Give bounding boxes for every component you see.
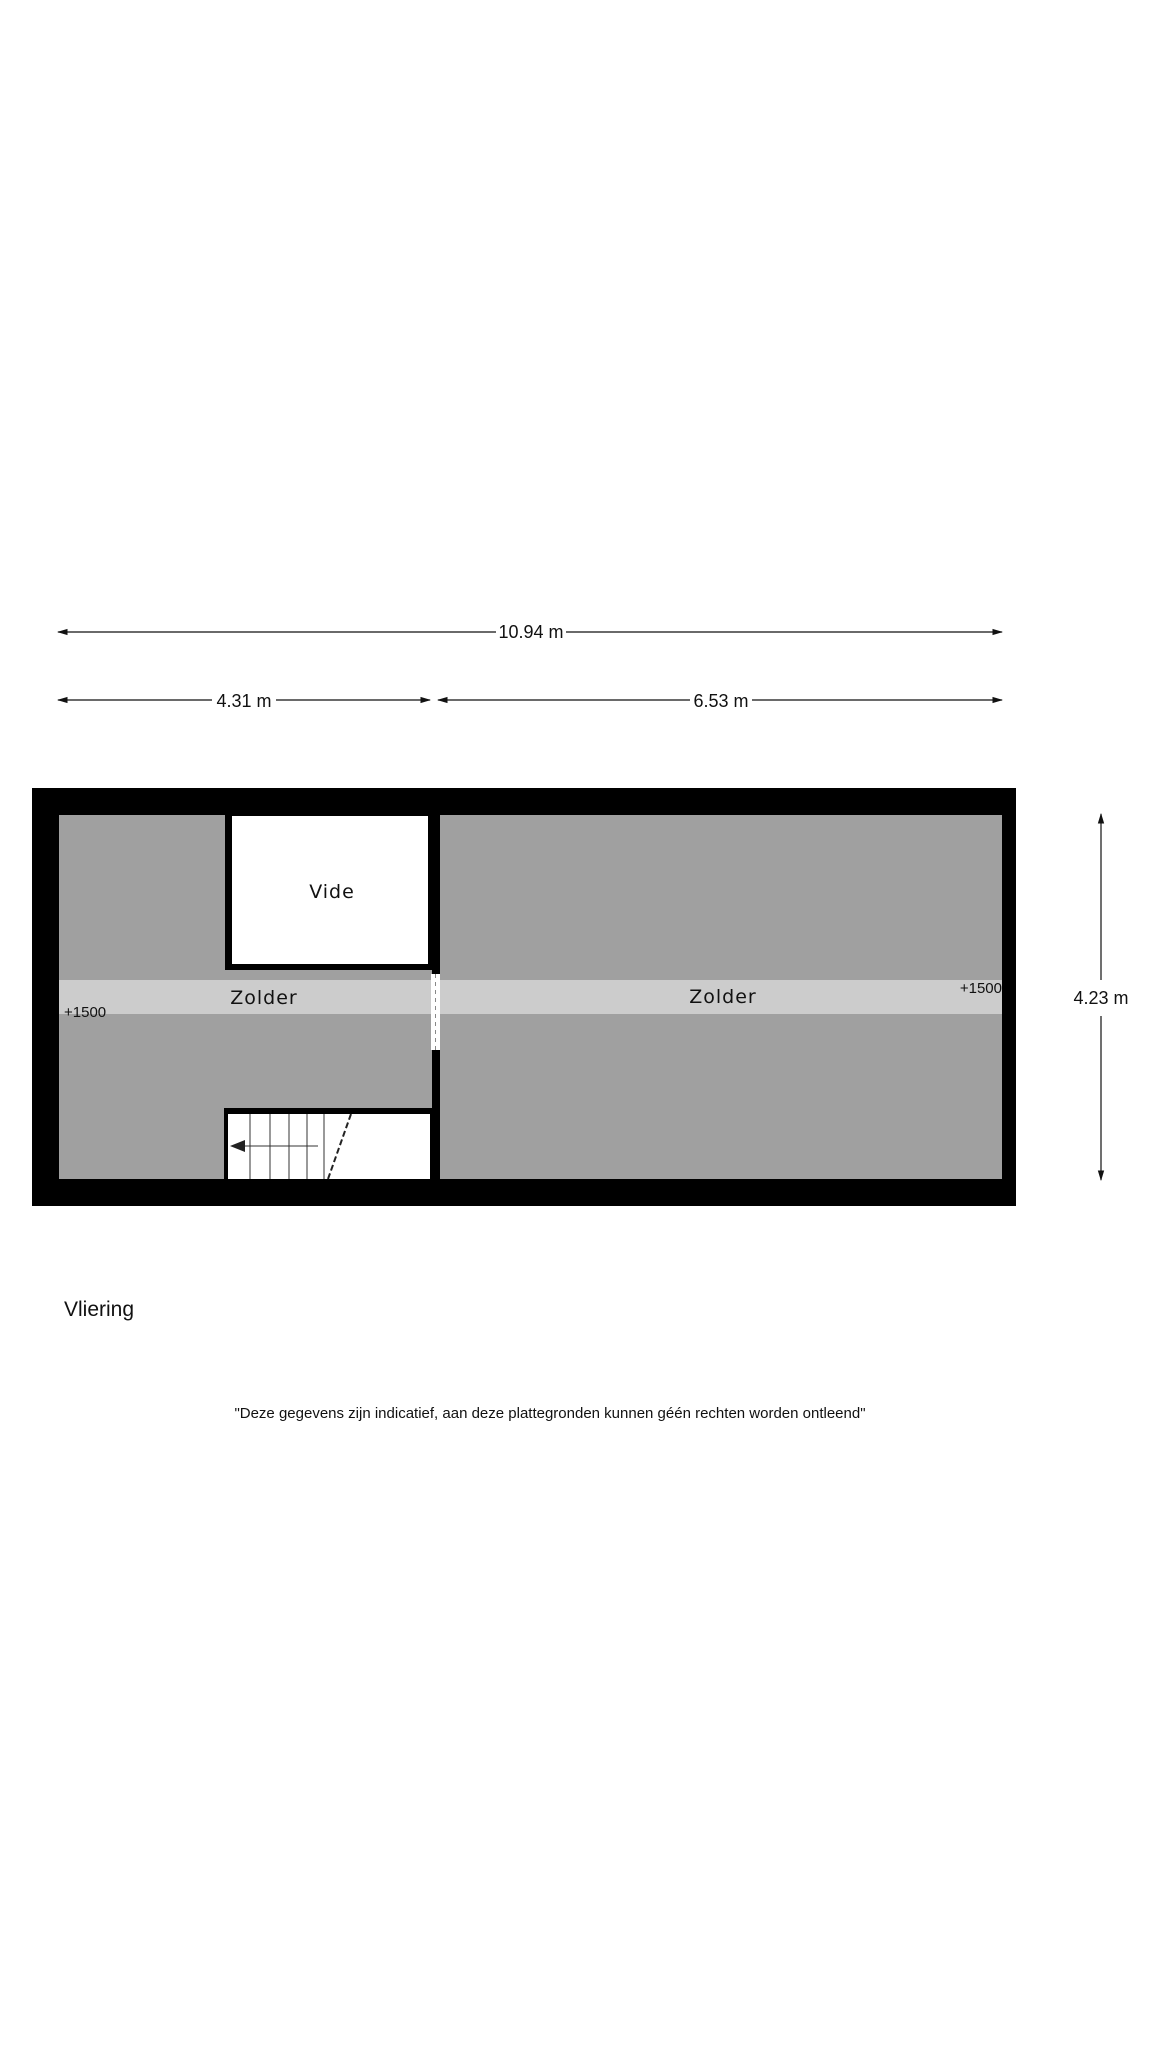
dimension-left-width-label: 4.31 m xyxy=(216,691,272,711)
room-label-zolder-right: Zolder xyxy=(689,986,757,1008)
dimension-depth xyxy=(1073,814,1128,1180)
dimension-total-width-label: 10.94 m xyxy=(498,622,564,642)
room-label-vide: Vide xyxy=(309,881,355,903)
disclaimer: "Deze gegevens zijn indicatief, aan deze plattegronden kunnen géén rechten worden ontleend" xyxy=(234,1405,866,1422)
dimension-total-width xyxy=(58,622,1002,642)
level-marker-right: +1500 xyxy=(959,980,1002,997)
level-marker-left: +1500 xyxy=(64,1004,107,1021)
dimension-left-width xyxy=(58,691,430,711)
room-label-zolder-left: Zolder xyxy=(230,987,298,1009)
dimension-right-width-label: 6.53 m xyxy=(693,691,749,711)
floor-name: Vliering xyxy=(64,1298,135,1321)
dimension-depth-label: 4.23 m xyxy=(1073,988,1129,1008)
dimension-right-width xyxy=(438,691,1002,711)
